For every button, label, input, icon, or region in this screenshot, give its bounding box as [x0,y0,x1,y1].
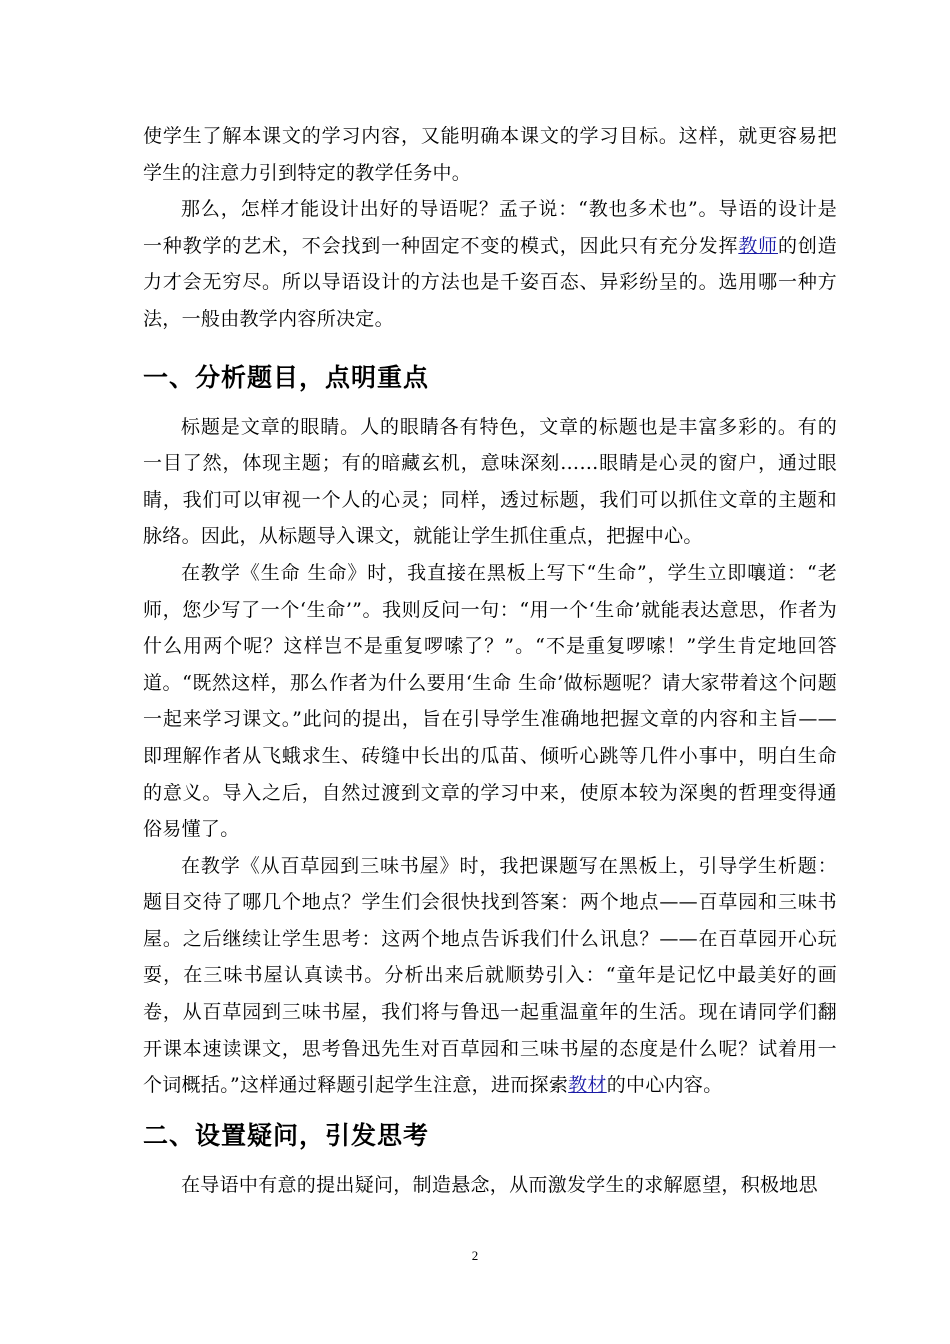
section-1-paragraph-1 [143,409,837,555]
section-1-paragraph-2 [143,555,837,848]
section-1-paragraph-3 [143,848,837,1104]
section-1-paragraph-2-text: 在教学《生命 生命》时，我直接在黑板上写下“生命”，学生立即嚷道：“老师，您少写了一个‘生命’”。我则反问一句：“用一个‘生命’就能表达意思，作者为什么用两个呢？这样岂不是重复啰嗦了？”。“不是重复啰嗦！”学生肯定地回答道。“既然这样，那么作者为什么要用‘生命 生命’做标题呢？请大家带着这个问题一起来学习课文。”此问的提出，旨在引导学生准确地把握文章的内容和主旨——即理解作者从飞蛾求生、砖缝中长出的瓜苗、倾听心跳等几件小事中，明白生命的意义。导入之后，自然过渡到文章的学习中来，使原本较为深奥的哲理变得通俗易懂了。 [143,561,837,841]
section-2-paragraph-1 [143,1167,837,1204]
section-2-heading: 二、设置疑问，引发思考 [143,1120,430,1150]
teacher-link[interactable]: 教师 [738,234,778,257]
section-1-paragraph-3-text-before: 在教学《从百草园到三味书屋》时，我把课题写在黑板上，引导学生析题：题目交待了哪几个地点？学生们会很快找到答案：两个地点——百草园和三味书屋。之后继续让学生思考：这两个地点告诉我们什么讯息？——在百草园开心玩耍，在三味书屋认真读书。分析出来后就顺势引入：“童年是记忆中最美好的画卷，从百草园到三味书屋，我们将与鲁迅一起重温童年的生活。现在请同学们翻开课本速读课文，思考鲁迅先生对百草园和三味书屋的态度是什么呢？试着用一个词概括。”这样通过释题引起学生注意，进而探索 [143,854,837,1097]
section-2-paragraph-1-text: 在导语中有意的提出疑问，制造悬念，从而激发学生的求解愿望，积极地思 [181,1173,818,1196]
section-1-paragraph-1-text: 标题是文章的眼睛。人的眼睛各有特色，文章的标题也是丰富多彩的。有的一目了然，体现主题；有的暗藏玄机，意味深刻……眼睛是心灵的窗户，通过眼睛，我们可以审视一个人的心灵；同样，透过标题，我们可以抓住文章的主题和脉络。因此，从标题导入课文，就能让学生抓住重点，把握中心。 [143,415,837,548]
intro-paragraph-2-text-after: 的创造力才会无穷尽。所以导语设计的方法也是千姿百态、异彩纷呈的。选用哪一种方法，一般由教学内容所决定。 [143,234,837,330]
section-1-paragraph-3-text-after: 的中心内容。 [606,1074,723,1097]
intro-paragraph-2 [143,191,837,337]
section-1-heading: 一、分析题目，点明重点 [143,362,430,392]
intro-paragraph-1-text: 使学生了解本课文的学习内容，又能明确本课文的学习目标。这样，就更容易把学生的注意力引到特定的教学任务中。 [143,125,837,184]
document-body [143,118,837,1203]
intro-paragraph-2-text-before: 那么，怎样才能设计出好的导语呢？孟子说：“教也多术也”。导语的设计是一种教学的艺术，不会找到一种固定不变的模式，因此只有充分发挥 [143,198,837,257]
page-number: 2 [471,1248,479,1263]
intro-paragraph-1 [143,118,837,191]
textbook-link[interactable]: 教材 [568,1074,607,1097]
